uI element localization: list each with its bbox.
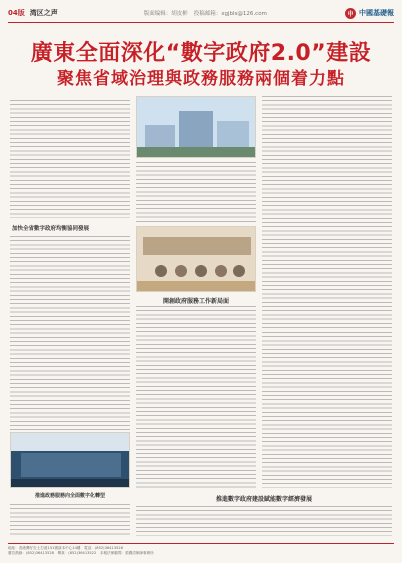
article-text-block xyxy=(136,162,256,222)
footer-address: 地址：香港灣仔告士打道151號資本中心14樓 電話：(852)36413528 xyxy=(8,546,123,550)
page-header xyxy=(8,5,394,21)
article-text-block xyxy=(262,332,392,488)
article-text-block xyxy=(262,96,392,328)
article-text-block xyxy=(136,506,392,536)
header-rule xyxy=(8,22,394,23)
article-text-block xyxy=(136,306,256,488)
section-name: 湾区之声 xyxy=(29,9,58,17)
headline: 廣東全面深化“數字政府2.0”建設 xyxy=(30,41,372,66)
footer-contact: 廣告熱線：(852)36413528 傳真：(852)36413522 本報法律顧問：梁潤清律師事務所 xyxy=(8,551,154,555)
photo-caption: 推進數字政府建設賦能數字經濟發展 xyxy=(215,496,312,503)
editor-name: 版面编辑：胡皮彬 xyxy=(143,11,188,17)
masthead-logo xyxy=(345,8,394,19)
article-photo xyxy=(136,96,256,158)
header-meta xyxy=(144,9,267,17)
logo-text: 中國基礎報 xyxy=(359,9,394,17)
photo-caption: 開創政府服務工作新局面 xyxy=(162,298,229,305)
subheadline: 聚焦省域治理與政務服務兩個着力點 xyxy=(57,69,345,89)
photo-caption: 推進政務服務向全面數字化轉型 xyxy=(34,493,105,499)
logo-icon: 中 xyxy=(345,8,356,19)
article-photo xyxy=(10,432,130,488)
section-heading: 加快全省數字政府均衡協同發展 xyxy=(12,226,90,232)
article-photo xyxy=(136,226,256,292)
page-number: 04版 xyxy=(8,9,25,17)
contact-email: 投稿邮箱：xgjbls@126.com xyxy=(193,11,267,17)
article-text-block xyxy=(10,100,130,218)
article-text-block xyxy=(10,504,130,536)
page-footer xyxy=(8,543,394,559)
